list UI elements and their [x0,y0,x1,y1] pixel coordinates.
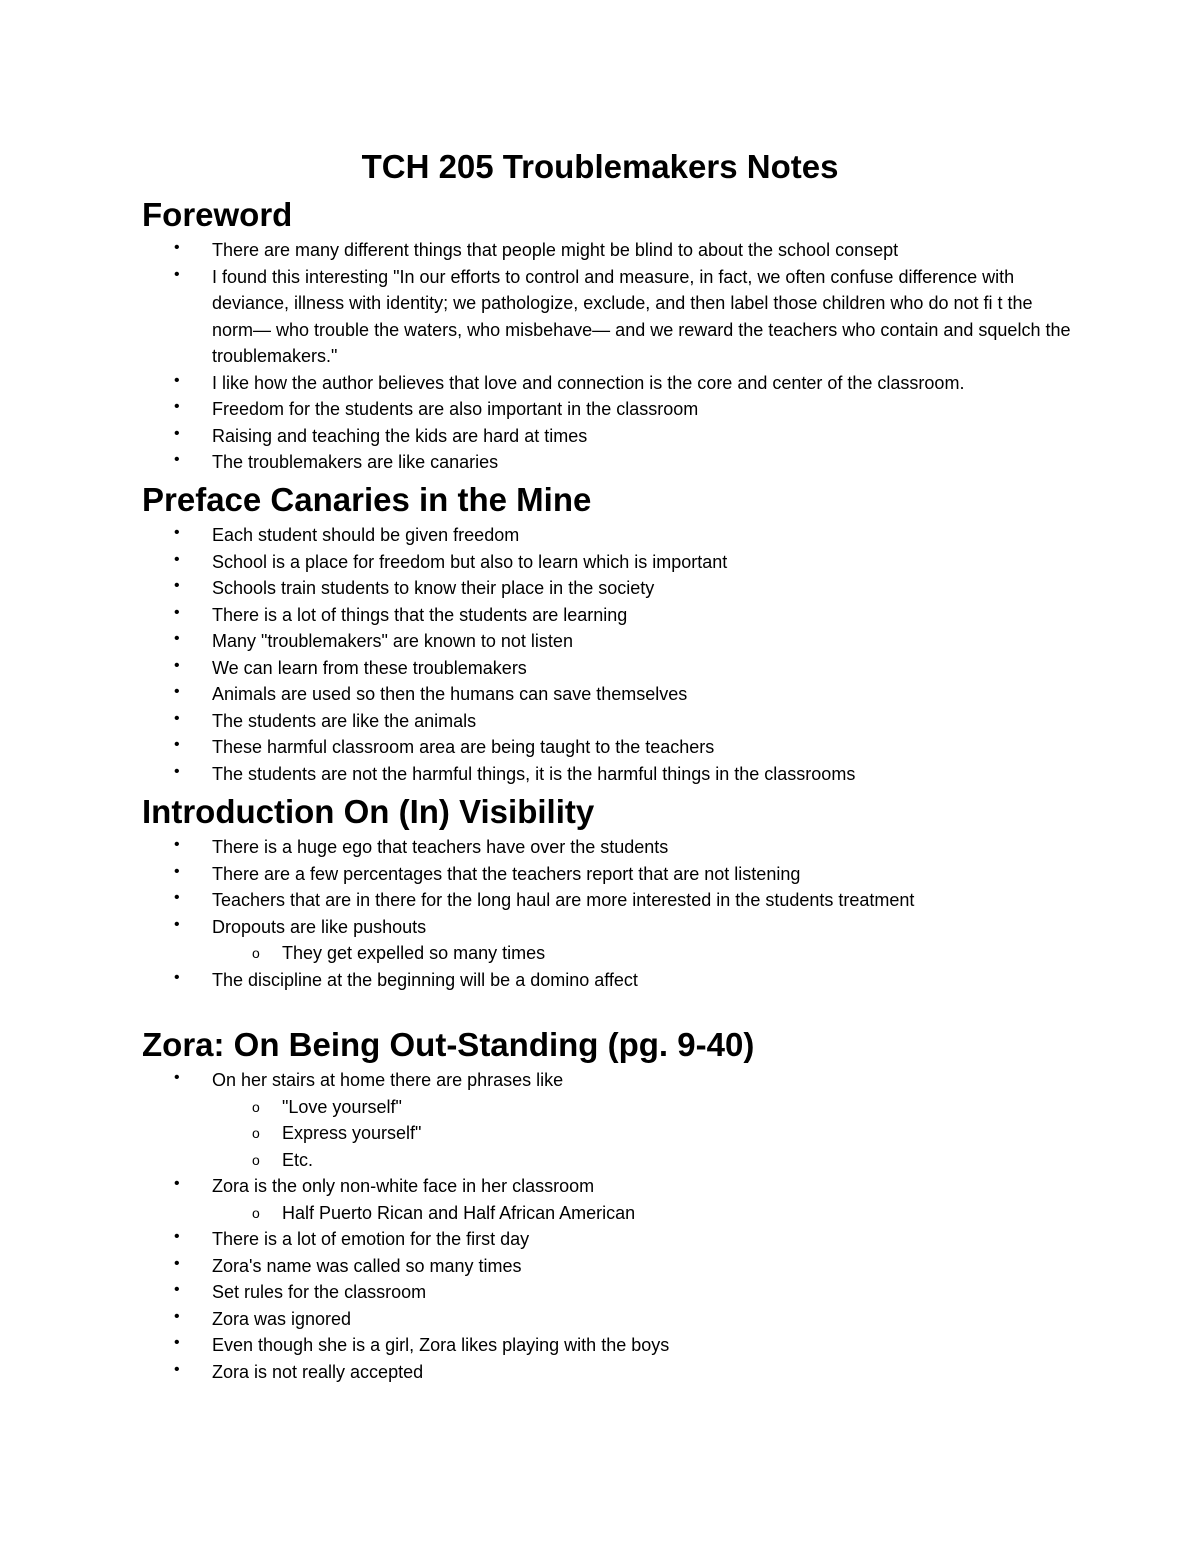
bullet-icon: • [174,265,180,283]
list-item-text: Teachers that are in there for the long haul are more interested in the students treatment [212,890,915,910]
bullet-list [142,522,1072,787]
list-item [142,1226,1072,1253]
bullet-icon: • [174,550,180,568]
bullet-icon: • [174,424,180,442]
sub-bullet-icon: o [252,1204,260,1221]
list-item-text: There is a lot of emotion for the first day [212,1229,530,1249]
sub-bullet-icon: o [252,945,260,961]
list-item [142,655,1072,682]
list-item [142,237,1072,264]
list-item [142,423,1072,450]
sub-list [212,1200,1072,1227]
bullet-icon: • [174,1175,180,1192]
list-item-text: There are a few percentages that the teachers report that are not listening [212,863,801,884]
list-item [142,449,1072,476]
sub-list-item-text: They get expelled so many times [282,943,546,963]
list-item [142,681,1072,708]
list-item [142,1173,1072,1226]
bullet-icon: • [174,968,180,986]
list-item-text: Many "troublemakers" are known to not listen [212,631,573,651]
bullet-icon: • [174,836,180,853]
bullet-icon: • [174,915,180,933]
list-item [142,1306,1072,1333]
bullet-icon: • [174,1228,180,1245]
list-item-text: I found this interesting "In our efforts to control and measure, in fact, we often confuse difference with deviance, illness with identity; we pathologize, exclude, and then label those children who do not fi t the norm— who trouble the waters, who misbehave— and we reward the teachers who contain and squelch the troublemakers." [212,266,1071,366]
list-item [142,396,1072,423]
list-item [142,1279,1072,1306]
bullet-icon: • [174,524,180,541]
list-item [142,967,1072,994]
section-heading: Zora: On Being Out-Standing (pg. 9-40) [142,1026,755,1063]
list-item-text: Each student should be given freedom [212,525,520,545]
list-item-text: Schools train students to know their place in the society [212,578,655,598]
sub-list-item-text: "Love yourself" [282,1096,402,1117]
bullet-icon: • [174,762,180,780]
list-item [142,264,1072,370]
sub-list-item [212,1094,1072,1121]
bullet-list [142,237,1072,476]
list-item [142,861,1072,888]
list-item-text: Zora is not really accepted [212,1361,424,1382]
list-item-text: These harmful classroom area are being taught to the teachers [212,737,715,757]
list-item [142,734,1072,761]
bullet-icon: • [174,1360,180,1378]
bullet-icon: • [174,656,180,674]
list-item [142,602,1072,629]
section-foreword [142,193,1072,476]
bullet-icon: • [174,736,180,753]
section-introduction [142,790,1072,993]
list-item [142,834,1072,861]
bullet-icon: • [174,577,180,594]
section-heading: Foreword [142,196,293,233]
bullet-icon: • [174,239,180,256]
list-item-text: Even though she is a girl, Zora likes playing with the boys [212,1335,670,1355]
list-item-text: Set rules for the classroom [212,1282,427,1302]
list-item-text: The discipline at the beginning will be a domino affect [212,969,638,990]
list-item-text: School is a place for freedom but also to learn which is important [212,551,728,572]
section-zora [142,1023,1072,1385]
bullet-icon: • [174,603,180,621]
bullet-icon: • [174,1334,180,1351]
bullet-icon: • [174,889,180,906]
bullet-icon: • [174,1307,180,1325]
list-item-text: There is a lot of things that the students are learning [212,604,628,625]
list-item-text: I like how the author believes that love and connection is the core and center of the classroom. [212,372,965,393]
bullet-icon: • [174,398,180,415]
page-title: TCH 205 Troublemakers Notes [361,148,839,185]
list-item-text: There is a huge ego that teachers have over the students [212,837,669,857]
sub-list-item [212,1147,1072,1174]
list-item [142,1332,1072,1359]
list-item-text: Raising and teaching the kids are hard at times [212,425,588,446]
list-item-text: Animals are used so then the humans can save themselves [212,684,688,704]
list-item-text: The students are not the harmful things, it is the harmful things in the classrooms [212,763,856,784]
list-item-text: Zora was ignored [212,1308,352,1329]
section-heading: Preface Canaries in the Mine [142,481,592,518]
sub-list-item [212,1200,1072,1227]
sub-list-item-text: Express yourself" [282,1123,422,1143]
bullet-list [142,1067,1072,1385]
sub-list-item-text: Etc. [282,1149,314,1170]
section-preface [142,478,1072,787]
list-item-text: Dropouts are like pushouts [212,916,427,937]
list-item-text: On her stairs at home there are phrases like [212,1070,564,1090]
list-item [142,522,1072,549]
list-item-text: Zora's name was called so many times [212,1255,522,1276]
list-item-text: We can learn from these troublemakers [212,657,527,678]
list-item [142,628,1072,655]
list-item [142,887,1072,914]
list-item [142,1359,1072,1386]
sub-list [212,1094,1072,1174]
list-item [142,575,1072,602]
bullet-icon: • [174,683,180,700]
bullet-icon: • [174,1069,180,1086]
sub-bullet-icon: o [252,1125,260,1141]
bullet-icon: • [174,862,180,880]
sub-list [212,940,1072,967]
list-item [142,708,1072,735]
sub-list-item [212,940,1072,967]
list-item [142,914,1072,967]
list-item [142,1253,1072,1280]
list-item-text: Zora is the only non-white face in her classroom [212,1176,595,1196]
list-item-text: The troublemakers are like canaries [212,452,499,472]
list-item [142,1067,1072,1173]
section-heading: Introduction On (In) Visibility [142,793,595,830]
bullet-icon: • [174,709,180,727]
list-item-text: There are many different things that people might be blind to about the school consept [212,240,899,260]
bullet-icon: • [174,1254,180,1272]
list-item [142,370,1072,397]
sub-list-item-text: Half Puerto Rican and Half African American [282,1202,636,1223]
sub-bullet-icon: o [252,1151,260,1168]
sub-bullet-icon: o [252,1098,260,1115]
list-item [142,761,1072,788]
sub-list-item [212,1120,1072,1147]
bullet-icon: • [174,630,180,647]
list-item-text: Freedom for the students are also important in the classroom [212,399,699,419]
bullet-icon: • [174,451,180,468]
bullet-icon: • [174,1281,180,1298]
list-item [142,549,1072,576]
bullet-list [142,834,1072,993]
list-item-text: The students are like the animals [212,710,477,731]
bullet-icon: • [174,371,180,389]
